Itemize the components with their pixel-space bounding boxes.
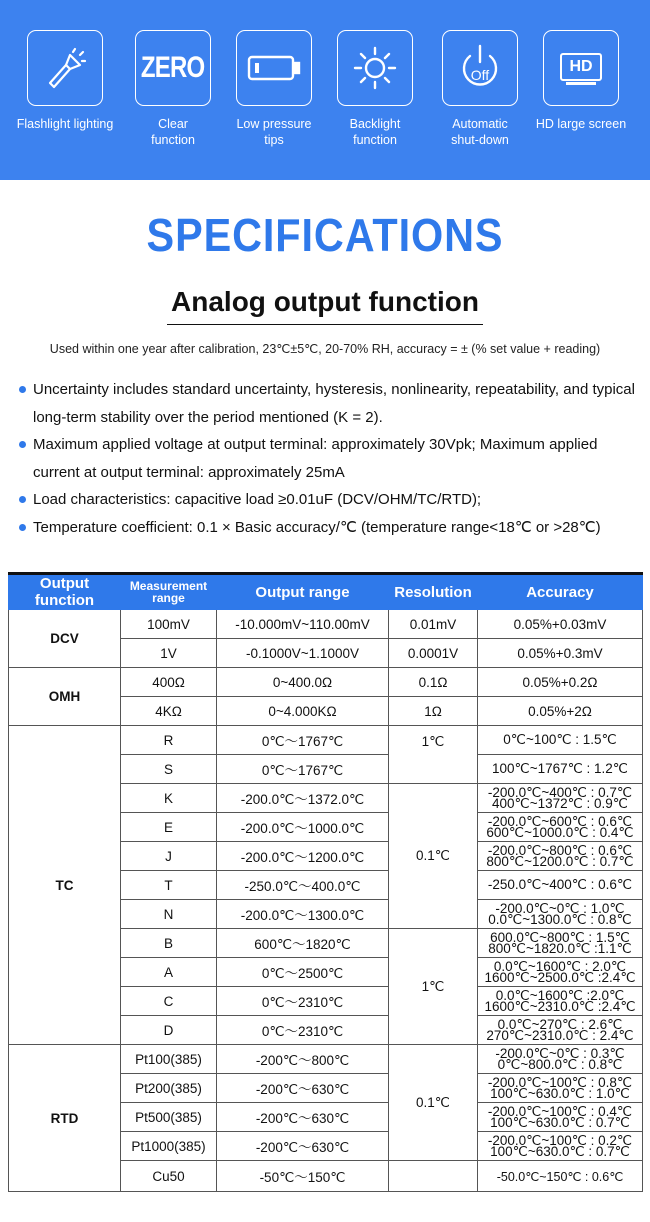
table-row: N -200.0℃～1300.0℃ -200.0℃~0℃ : 1.0℃ 0.0℃~1300.0℃ : 0.8℃ bbox=[9, 900, 643, 929]
group-rtd: RTD bbox=[9, 1045, 121, 1192]
table-row: D 0℃～2310℃ 0.0℃~270℃ : 2.6℃ 270℃~2310.0℃ : 2.4℃ bbox=[9, 1016, 643, 1045]
table-row: Pt500(385) -200℃～630℃ -200.0℃~100℃ : 0.4℃ 100℃~630.0℃ : 0.7℃ bbox=[9, 1103, 643, 1132]
table-row: RTD Pt100(385) -200℃～800℃ 0.1℃ -200.0℃~0℃ : 0.3℃ 0℃~800.0℃ : 0.8℃ bbox=[9, 1045, 643, 1074]
table-row: T -250.0℃～400.0℃ -250.0℃~400℃ : 0.6℃ bbox=[9, 871, 643, 900]
header-measurement-range: Measurement range bbox=[121, 574, 217, 610]
table-row: 1V -0.1000V~1.1000V 0.0001V 0.05%+0.3mV bbox=[9, 639, 643, 668]
table-row: A 0℃～2500℃ 0.0℃~1600℃ : 2.0℃ 1600℃~2500.0℃ :2.4℃ bbox=[9, 958, 643, 987]
spec-bullets bbox=[16, 376, 648, 541]
group-dcv: DCV bbox=[9, 610, 121, 668]
bullet-item: Uncertainty includes standard uncertainty, hysteresis, nonlinearity, repeatability, and typical long-term stability over the period mentioned (K = 2). bbox=[16, 376, 648, 431]
feature-clear bbox=[119, 30, 227, 148]
table-row: OMH 400Ω 0~400.0Ω 0.1Ω 0.05%+0.2Ω bbox=[9, 668, 643, 697]
calibration-note: Used within one year after calibration, 23℃±5℃, 20-70% RH, accuracy = ± (% set value + reading) bbox=[49, 342, 601, 356]
table-row: Pt1000(385) -200℃～630℃ -200.0℃~100℃ : 0.2℃ 100℃~630.0℃ : 0.7℃ bbox=[9, 1132, 643, 1161]
table-row: 4KΩ 0~4.000KΩ 1Ω 0.05%+2Ω bbox=[9, 697, 643, 726]
feature-label: HD large screen bbox=[535, 117, 627, 131]
feature-label: Flashlight lighting bbox=[16, 117, 114, 131]
table-row: J -200.0℃～1200.0℃ -200.0℃~800℃ : 0.6℃ 800℃~1200.0℃ : 0.7℃ bbox=[9, 842, 643, 871]
bullet-item: Load characteristics: capacitive load ≥0.01uF (DCV/OHM/TC/RTD); bbox=[16, 486, 648, 514]
table-row: C 0℃～2310℃ 0.0℃~1600℃ :2.0℃ 1600℃~2310.0℃ :2.4℃ bbox=[9, 987, 643, 1016]
feature-backlight bbox=[321, 30, 429, 148]
table-row: E -200.0℃～1000.0℃ -200.0℃~600℃ : 0.6℃ 600℃~1000.0℃ : 0.4℃ bbox=[9, 813, 643, 842]
feature-label: Low pressure tips bbox=[236, 117, 312, 147]
section-title: Analog output function bbox=[0, 286, 650, 325]
table-row: S 0℃～1767℃ 100℃~1767℃ : 1.2℃ bbox=[9, 755, 643, 784]
battery-icon bbox=[236, 30, 312, 106]
hd-screen-icon: HD bbox=[543, 30, 619, 106]
table-row: Pt200(385) -200℃～630℃ -200.0℃~100℃ : 0.8℃ 100℃~630.0℃ : 1.0℃ bbox=[9, 1074, 643, 1103]
feature-hd-screen bbox=[527, 30, 635, 132]
table-row: DCV 100mV -10.000mV~110.00mV 0.01mV 0.05%+0.03mV bbox=[9, 610, 643, 639]
table-header-row bbox=[9, 574, 643, 610]
svg-text:Off: Off bbox=[470, 67, 490, 83]
specifications-heading: SPECIFICATIONS bbox=[146, 209, 504, 261]
zero-icon: ZERO bbox=[135, 30, 211, 106]
header-output-function: Output function bbox=[9, 574, 121, 610]
spec-table bbox=[8, 572, 643, 1192]
feature-label: Clear function bbox=[151, 117, 195, 147]
bullet-item: Maximum applied voltage at output terminal: approximately 30Vpk; Maximum applied current at output terminal: approximately 25mA bbox=[16, 431, 648, 486]
header-resolution: Resolution bbox=[389, 574, 478, 610]
feature-label: Automatic shut-down bbox=[451, 117, 509, 147]
power-off-icon bbox=[442, 30, 518, 106]
header-accuracy: Accuracy bbox=[478, 574, 643, 610]
feature-banner bbox=[0, 0, 650, 180]
flashlight-icon bbox=[27, 30, 103, 106]
group-omh: OMH bbox=[9, 668, 121, 726]
sun-icon bbox=[337, 30, 413, 106]
feature-flashlight bbox=[11, 30, 119, 132]
table-row: K -200.0℃～1372.0℃ 0.1℃ -200.0℃~400℃ : 0.7℃ 400℃~1372℃ : 0.9℃ bbox=[9, 784, 643, 813]
table-row: B 600℃～1820℃ 1℃ 600.0℃~800℃ : 1.5℃ 800℃~1820.0℃ :1.1℃ bbox=[9, 929, 643, 958]
bullet-item: Temperature coefficient: 0.1 × Basic accuracy/℃ (temperature range<18℃ or >28℃) bbox=[16, 514, 648, 542]
feature-auto-off bbox=[426, 30, 534, 148]
group-tc: TC bbox=[9, 726, 121, 1045]
table-row: Cu50 -50℃～150℃ -50.0℃~150℃ : 0.6℃ bbox=[9, 1161, 643, 1192]
header-output-range: Output range bbox=[217, 574, 389, 610]
table-row: TC R 0℃～1767℃ 1℃ 0℃~100℃ : 1.5℃ bbox=[9, 726, 643, 755]
feature-low-pressure bbox=[220, 30, 328, 148]
feature-label: Backlight function bbox=[349, 117, 401, 147]
